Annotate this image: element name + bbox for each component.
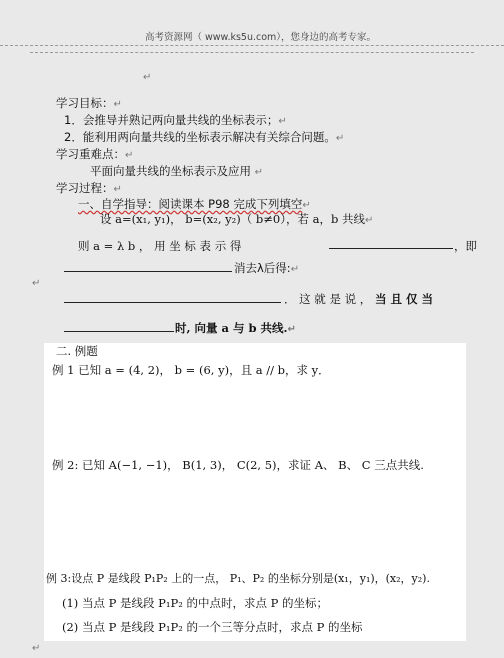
process-line-2-tail: ，即 xyxy=(454,239,477,253)
paragraph-mark-2: ↵ xyxy=(32,278,41,289)
page-header: 高考资源网（ www.ks5u.com），您身边的高考专家。 xyxy=(145,32,377,43)
process-line-2: 则 a = λ b ， 用 坐 标 表 示 得 xyxy=(78,239,242,253)
objective-item-2: 2．能利用两向量共线的坐标表示解决有关综合问题。↵ xyxy=(64,130,345,144)
blank-expanded-form[interactable] xyxy=(64,260,232,272)
blank-iff-condition[interactable] xyxy=(64,320,174,332)
keypoints-title: 学习重难点：↵ xyxy=(56,147,134,161)
process-step: 一、自学指导：阅读课本 P98 完成下列填空↵ xyxy=(78,197,311,211)
process-line-5: 时, 向量 a 与 b 共线.↵ xyxy=(175,321,296,335)
paragraph-mark: ↵ xyxy=(143,72,152,83)
objectives-title: 学习目标：↵ xyxy=(56,96,122,110)
examples-title: 二. 例题 xyxy=(56,344,98,358)
example-3-part-1: (1) 当点 P 是线段 P₁P₂ 的中点时，求点 P 的坐标； xyxy=(62,596,329,610)
example-3: 例 3:设点 P 是线段 P₁P₂ 上的一点， P₁、P₂ 的坐标分别是(x₁，y₁)，(x₂，y₂). xyxy=(46,572,430,585)
example-1: 例 1 已知 a = (4, 2)， b = (6, y)，且 a // b，求 y． xyxy=(52,363,330,377)
process-line-3: 消去λ后得:↵ xyxy=(234,261,300,275)
objective-item-1: 1．会推导并熟记两向量共线的坐标表示；↵ xyxy=(64,113,287,127)
process-line-4: ． 这 就 是 说 ， 当 且 仅 当 xyxy=(284,292,433,306)
example-3-part-2: (2) 当点 P 是线段 P₁P₂ 的一个三等分点时，求点 P 的坐标 xyxy=(62,620,363,634)
process-line-1: 设 a=(x₁, y₁)， b=(x₂, y₂)（ b≠0），若 a，b 共线↵ xyxy=(100,212,374,226)
header-rule-top xyxy=(0,45,504,46)
process-title: 学习过程：↵ xyxy=(56,181,122,195)
keypoints-content: 平面向量共线的坐标表示及应用 ↵ xyxy=(90,164,264,178)
header-rule-bottom xyxy=(30,52,474,53)
blank-coordinate-form[interactable] xyxy=(329,237,453,249)
example-2: 例 2: 已知 A(−1, −1)， B(1, 3)， C(2, 5)，求证 A、 B、 C 三点共线. xyxy=(52,458,424,472)
paragraph-mark-3: ↵ xyxy=(32,643,41,654)
blank-collinear-condition[interactable] xyxy=(64,291,281,303)
